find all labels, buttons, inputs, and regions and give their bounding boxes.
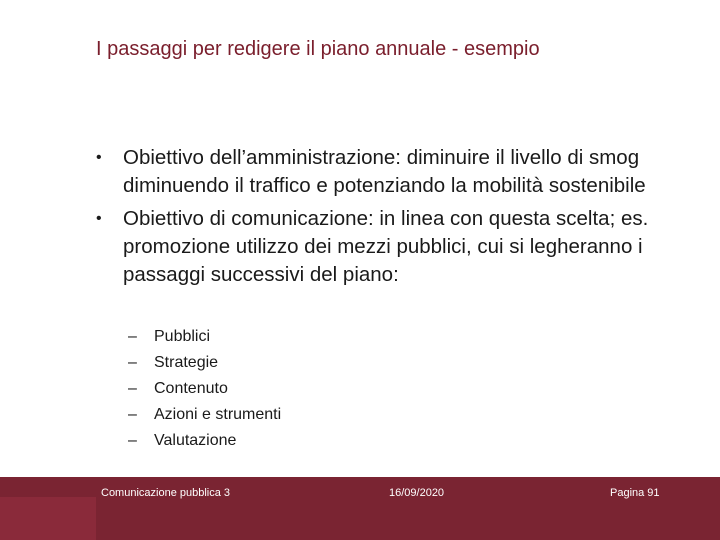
dash-marker: – bbox=[128, 406, 137, 423]
footer-page-number: Pagina 91 bbox=[610, 487, 660, 499]
sub-bullet-text: Valutazione bbox=[154, 432, 237, 449]
sub-bullet-item bbox=[128, 350, 281, 376]
sub-bullet-item bbox=[128, 376, 281, 402]
slide-title: I passaggi per redigere il piano annuale - esempio bbox=[96, 38, 540, 60]
bullet-item bbox=[96, 144, 676, 200]
footer-course-label: Comunicazione pubblica 3 bbox=[101, 487, 231, 499]
sub-bullet-text: Contenuto bbox=[154, 380, 228, 397]
dash-marker: – bbox=[128, 380, 137, 397]
sub-bullet-text: Pubblici bbox=[154, 328, 211, 345]
bullet-text: Obiettivo di comunicazione: in linea con questa scelta; es. promozione utilizzo dei mezzi pubblici, cui si legheranno i passaggi successivi del piano: bbox=[123, 207, 649, 286]
footer-date: 16/09/2020 bbox=[389, 487, 445, 499]
bullet-marker: • bbox=[96, 210, 102, 227]
dash-marker: – bbox=[128, 354, 137, 371]
dash-marker: – bbox=[128, 432, 137, 449]
sub-bullet-item bbox=[128, 402, 281, 428]
sub-bullet-list bbox=[128, 324, 281, 454]
bullet-marker: • bbox=[96, 149, 102, 166]
bullet-list bbox=[96, 144, 676, 294]
footer-accent-block bbox=[0, 497, 96, 540]
bullet-item bbox=[96, 205, 676, 289]
sub-bullet-text: Azioni e strumenti bbox=[154, 406, 282, 423]
bullet-text: Obiettivo dell’amministrazione: diminuire il livello di smog diminuendo il traffico e potenziando la mobilità sostenibile bbox=[123, 146, 646, 197]
sub-bullet-item bbox=[128, 324, 281, 350]
sub-bullet-item bbox=[128, 428, 281, 454]
dash-marker: – bbox=[128, 328, 137, 345]
sub-bullet-text: Strategie bbox=[154, 354, 219, 371]
